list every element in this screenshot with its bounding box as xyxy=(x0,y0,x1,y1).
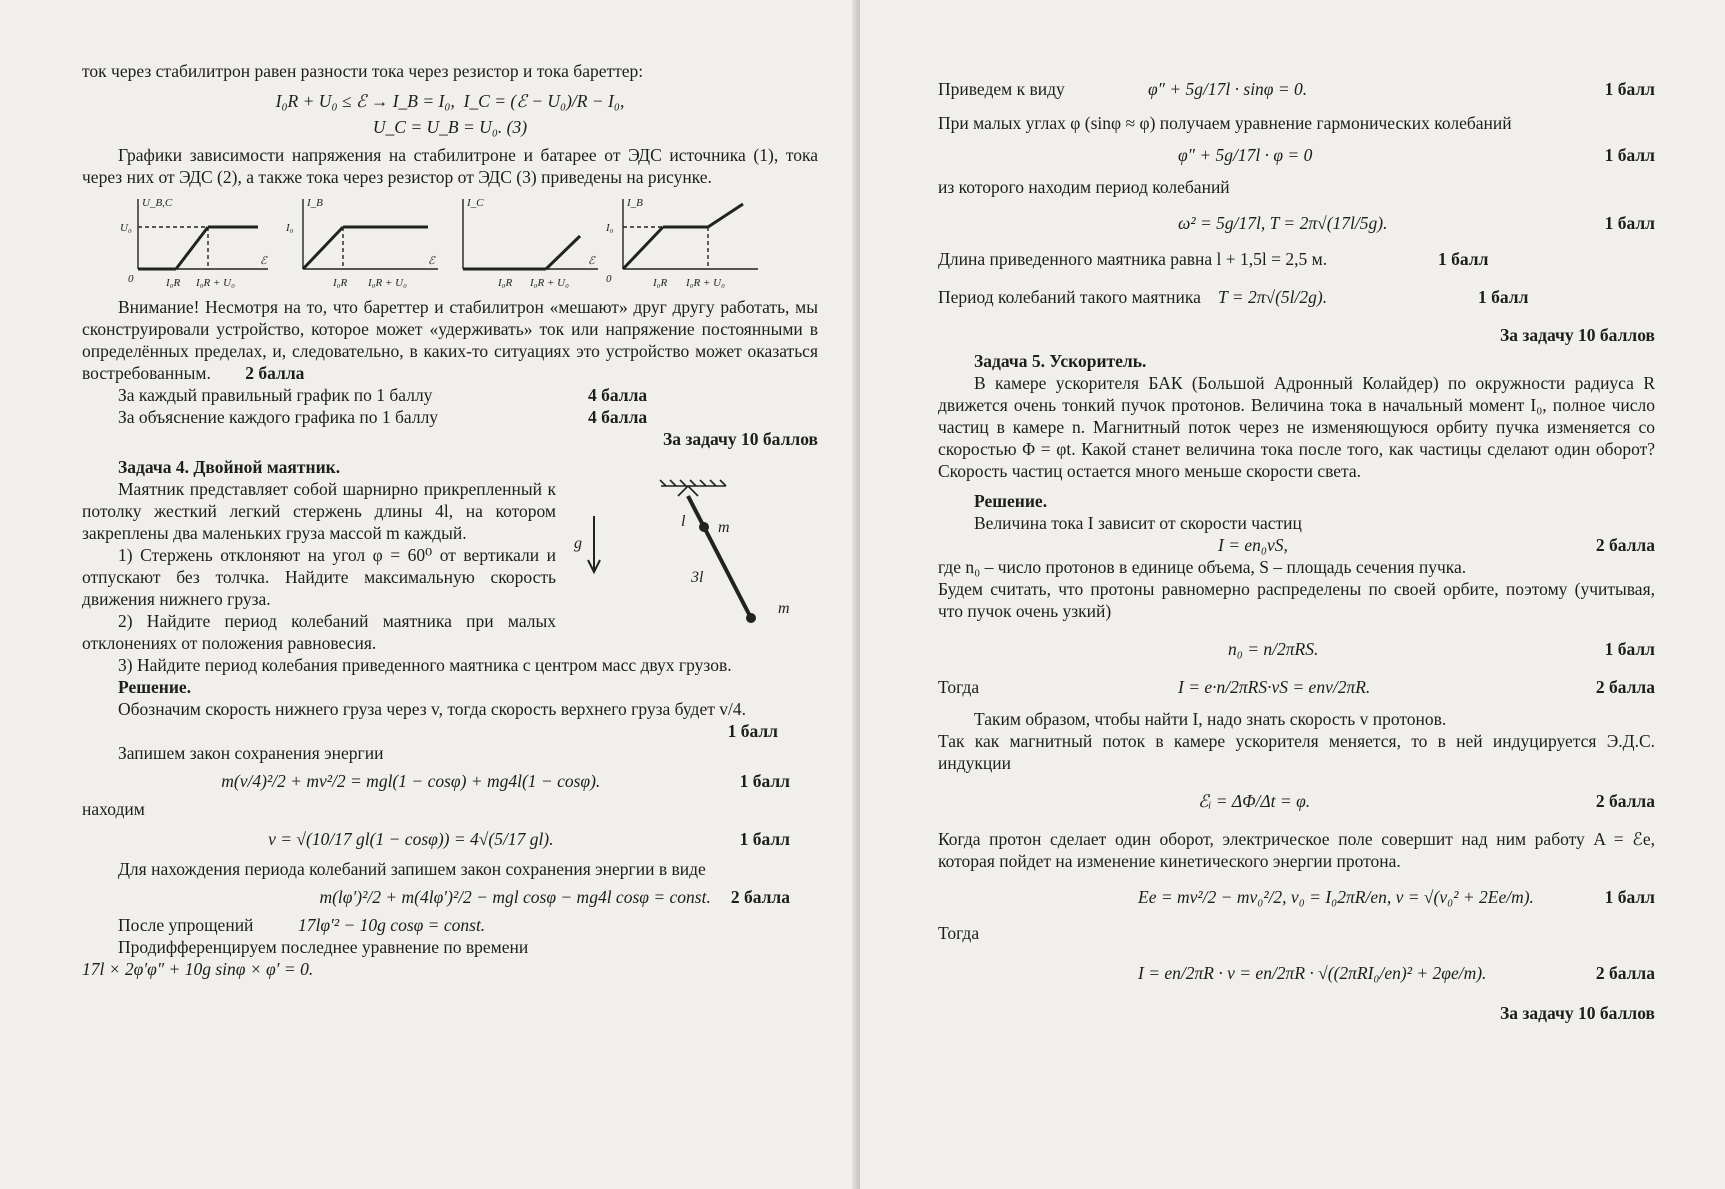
left-page xyxy=(0,0,858,1189)
g2-tick-1: I₀R xyxy=(333,277,348,289)
g1-tick-1: I₀R xyxy=(166,277,181,289)
g4-level-label: I₀ xyxy=(606,222,614,234)
task4-text xyxy=(82,478,556,654)
r2-text: При малых углах φ (sinφ ≈ φ) получаем уравнение гармонических колебаний xyxy=(938,113,1512,133)
g4-y-label: I_B xyxy=(627,197,643,209)
solution-p4: Для нахождения периода колебаний запишем закон сохранения энергии в виде xyxy=(118,859,706,879)
r3-formula: φ″ + 5g/17l · φ = 0 xyxy=(1178,145,1313,165)
simplify-formula: 17lφ′² − 10g cosφ = const. xyxy=(298,915,486,935)
attention-score: 2 балла xyxy=(245,363,305,383)
q3-text: Будем считать, что протоны равномерно распределены по своей орбите, поэтому (учитывая, что пучок очень узкий) xyxy=(938,579,1655,621)
q1-formula: I = en₀vS, xyxy=(1218,535,1288,555)
r5-row xyxy=(938,212,1655,234)
q2-text: где n₀ – число протонов в единице объема, S – площадь сечения пучка. xyxy=(938,557,1467,577)
g3-segment-2 xyxy=(546,236,580,269)
pendulum-l-label: l xyxy=(681,513,686,530)
total-row-1 xyxy=(82,428,818,450)
score-explain-value: 4 балла xyxy=(588,407,648,427)
total-task-3: За задачу 10 баллов xyxy=(663,429,818,449)
formula-energy2: m(lφ′)²/2 + m(4lφ′)²/2 − mgl cosφ − mg4l cosφ = const. xyxy=(319,887,711,907)
q5-formula: I = e·n/2πRS·vS = env/2πR. xyxy=(1178,677,1371,697)
g3-tick-1: I₀R xyxy=(498,277,513,289)
hinge-right xyxy=(688,486,698,496)
g3-y-label: I_C xyxy=(467,197,484,209)
solution-title-4: Решение. xyxy=(118,677,192,697)
g4-segment-3 xyxy=(708,204,743,227)
simplify-label: После упрощений xyxy=(118,915,254,935)
q4-row xyxy=(938,638,1655,660)
paragraph-graphs: Графики зависимости напряжения на стабилитроне и батарее от ЭДС источника (1), тока через них от ЭДС (2), а также тока через резистор от ЭДС (3) приведены на рисунке. xyxy=(82,145,818,187)
pendulum-3l-label: 3l xyxy=(691,569,704,586)
task4-p1: Маятник представляет собой шарнирно прикрепленный к потолку жесткий легкий стержень длины 4l, на котором закреплены два маленьких груза массой m каждый. xyxy=(82,479,556,543)
g1-segment-2 xyxy=(176,227,208,269)
total-row-2 xyxy=(938,324,1655,346)
r1-row xyxy=(938,78,1655,100)
g4-tick-2: I₀R + U₀ xyxy=(686,277,725,289)
task4-p3: 2) Найдите период колебаний маятника при малых отклонениях от положения равновесия. xyxy=(82,611,556,653)
right-page xyxy=(860,0,1725,1189)
g4-tick-1: I₀R xyxy=(653,277,668,289)
g4-segment-1 xyxy=(623,227,663,269)
formula-energy-score: 1 балл xyxy=(739,771,790,791)
g1-x-label: ℰ xyxy=(260,255,267,267)
r6-text: Длина приведенного маятника равна l + 1,5l = 2,5 м. xyxy=(938,249,1328,269)
formula-1b: I_C = (ℰ − U₀)/R − I₀, xyxy=(463,91,625,111)
attention-text: Внимание! Несмотря на то, что бареттер и стабилитрон «мешают» друг другу работать, мы сконструировали устройство, которое может «удерживать» ток или напряжение постоянными в определённых пределах, и, следовательно, в каких-то ситуациях это устройство может оказаться востребованным. xyxy=(82,297,818,383)
formula-1c: U_C = U_B = U₀. (3) xyxy=(372,117,528,137)
solution-p2: Запишем закон сохранения энергии xyxy=(118,743,384,763)
q10-score: 1 балл xyxy=(1604,887,1655,907)
formula-1 xyxy=(82,90,818,112)
pendulum-m1-label: m xyxy=(718,519,730,536)
graphs-figure xyxy=(118,194,818,294)
q4-score: 1 балл xyxy=(1604,639,1655,659)
g2-level-label: I₀ xyxy=(286,222,294,234)
task4-block xyxy=(82,478,818,654)
score-graphs-label: За каждый правильный график по 1 баллу xyxy=(118,385,433,405)
formula-energy: m(v/4)²/2 + mv²/2 = mgl(1 − cosφ) + mg4l(1 − cosφ). xyxy=(221,771,601,791)
pendulum-figure xyxy=(566,478,816,638)
simplify-row xyxy=(82,914,818,936)
solution-p1: Обозначим скорость нижнего груза через v, тогда скорость верхнего груза будет v/4. xyxy=(118,699,746,719)
task5-title: Задача 5. Ускоритель. xyxy=(974,351,1147,371)
g2-segment-1 xyxy=(303,227,343,269)
formula-1a: I₀R + U₀ ≤ ℰ → I_B = I₀, xyxy=(275,91,455,111)
q6-text: Таким образом, чтобы найти I, надо знать скорость v протонов. xyxy=(974,709,1447,729)
q8-formula: ℰᵢ = ΔΦ/Δt = φ. xyxy=(1198,791,1311,811)
q10-row xyxy=(938,886,1655,908)
task4-title: Задача 4. Двойной маятник. xyxy=(118,457,341,477)
score-row-explain xyxy=(82,406,818,428)
r1-formula: φ″ + 5g/17l · sinφ = 0. xyxy=(1148,79,1308,99)
solution-p1-score: 1 балл xyxy=(727,721,778,741)
q11-text: Тогда xyxy=(938,923,980,943)
total-task-5: За задачу 10 баллов xyxy=(1500,1003,1655,1023)
q9-text: Когда протон сделает один оборот, электрическое поле совершит над ним работу A = ℰe, которая пойдет на изменение кинетического энергии протона. xyxy=(938,829,1655,871)
g1-tick-2: I₀R + U₀ xyxy=(196,277,235,289)
solution-p6: Продифференцируем последнее уравнение по времени xyxy=(118,937,529,957)
q5-score: 2 балла xyxy=(1595,677,1655,697)
formula-velocity-row xyxy=(82,828,818,850)
formula-energy2-row xyxy=(82,886,818,908)
solution-p3: находим xyxy=(82,799,145,819)
g1-y-label: U_B,C xyxy=(142,197,173,209)
g2-y-label: I_B xyxy=(307,197,323,209)
task5-text: В камере ускорителя БАК (Большой Адронный Колайдер) по окружности радиуса R движется очень тонкий пучок протонов. Величина тока в начальный момент I₀, полное число частиц в камере n. Магнитный поток через не изменяющуюся орбиту пучка изменяется со скоростью Φ = φt. Какой станет величина тока после того, как частицы сделают один оборот? Скорость частиц остается много меньше скорости света. xyxy=(938,373,1655,481)
r1-label: Приведем к виду xyxy=(938,79,1065,99)
formula-energy2-score: 2 балла xyxy=(730,887,790,907)
q5-label: Тогда xyxy=(938,677,980,697)
q12-formula: I = en/2πR · v = en/2πR · √((2πRI₀/en)² + 2φe/m). xyxy=(1138,963,1487,983)
task4-p2: 1) Стержень отклоняют на угол φ = 60⁰ от вертикали и отпускают без толчка. Найдите максимальную скорость движения нижнего груза. xyxy=(82,545,556,609)
formula-derivative: 17l × 2φ′φ″ + 10g sinφ × φ′ = 0. xyxy=(82,959,314,979)
q4-formula: n₀ = n/2πRS. xyxy=(1228,639,1319,659)
total-row-3 xyxy=(938,1002,1655,1024)
r5-score: 1 балл xyxy=(1604,213,1655,233)
q5-row xyxy=(938,676,1655,698)
formula-velocity: v = √(10/17 gl(1 − cosφ)) = 4√(5/17 gl). xyxy=(268,829,554,849)
formula-energy-row xyxy=(82,770,818,792)
r7-score: 1 балл xyxy=(1478,287,1529,307)
gravity-label: g xyxy=(574,535,582,552)
q12-score: 2 балла xyxy=(1595,963,1655,983)
q7-text: Так как магнитный поток в камере ускорителя меняется, то в ней индуцируется Э.Д.С. индукции xyxy=(938,731,1655,773)
q8-row xyxy=(938,790,1655,812)
r7-formula: T = 2π√(5l/2g). xyxy=(1218,287,1328,307)
g4-origin: 0 xyxy=(606,273,612,285)
r7-row xyxy=(938,286,1655,308)
solution-title-5: Решение. xyxy=(974,491,1048,511)
score-explain-label: За объяснение каждого графика по 1 баллу xyxy=(118,407,439,427)
g1-origin: 0 xyxy=(128,273,134,285)
q12-row xyxy=(938,962,1655,984)
r3-row xyxy=(938,144,1655,166)
q1-row xyxy=(938,534,1655,556)
g3-tick-2: I₀R + U₀ xyxy=(530,277,569,289)
r5-formula: ω² = 5g/17l, T = 2π√(17l/5g). xyxy=(1178,213,1388,233)
rod xyxy=(688,496,751,618)
score-row-graphs xyxy=(82,384,818,406)
upper-mass xyxy=(699,522,709,532)
score-graphs-value: 4 балла xyxy=(588,385,648,405)
formula-velocity-score: 1 балл xyxy=(739,829,790,849)
r3-score: 1 балл xyxy=(1604,145,1655,165)
r1-score: 1 балл xyxy=(1604,79,1655,99)
total-task-4: За задачу 10 баллов xyxy=(1500,325,1655,345)
r6-row xyxy=(938,248,1655,270)
paragraph-attention xyxy=(82,296,818,384)
pendulum-m2-label: m xyxy=(778,600,790,617)
g3-x-label: ℰ xyxy=(588,255,595,267)
g2-x-label: ℰ xyxy=(428,255,435,267)
g1-level-label: U₀ xyxy=(120,222,132,234)
r6-score: 1 балл xyxy=(1438,249,1489,269)
q8-score: 2 балла xyxy=(1595,791,1655,811)
q1-text: Величина тока I зависит от скорости частиц xyxy=(974,513,1302,533)
q10-formula: Ee = mv²/2 − mv₀²/2, v₀ = I₀2πR/en, v = √(v₀² + 2Ee/m). xyxy=(1138,887,1534,907)
paragraph-intro: ток через стабилитрон равен разности тока через резистор и тока бареттер: xyxy=(82,61,644,81)
g2-tick-2: I₀R + U₀ xyxy=(368,277,407,289)
task4-p4: 3) Найдите период колебания приведенного маятника с центром масс двух грузов. xyxy=(118,655,732,675)
lower-mass xyxy=(746,613,756,623)
r4-text: из которого находим период колебаний xyxy=(938,177,1230,197)
hinge-left xyxy=(678,486,688,496)
r7-label: Период колебаний такого маятника xyxy=(938,287,1201,307)
solution-p1-score-row xyxy=(82,720,818,742)
q1-score: 2 балла xyxy=(1595,535,1655,555)
